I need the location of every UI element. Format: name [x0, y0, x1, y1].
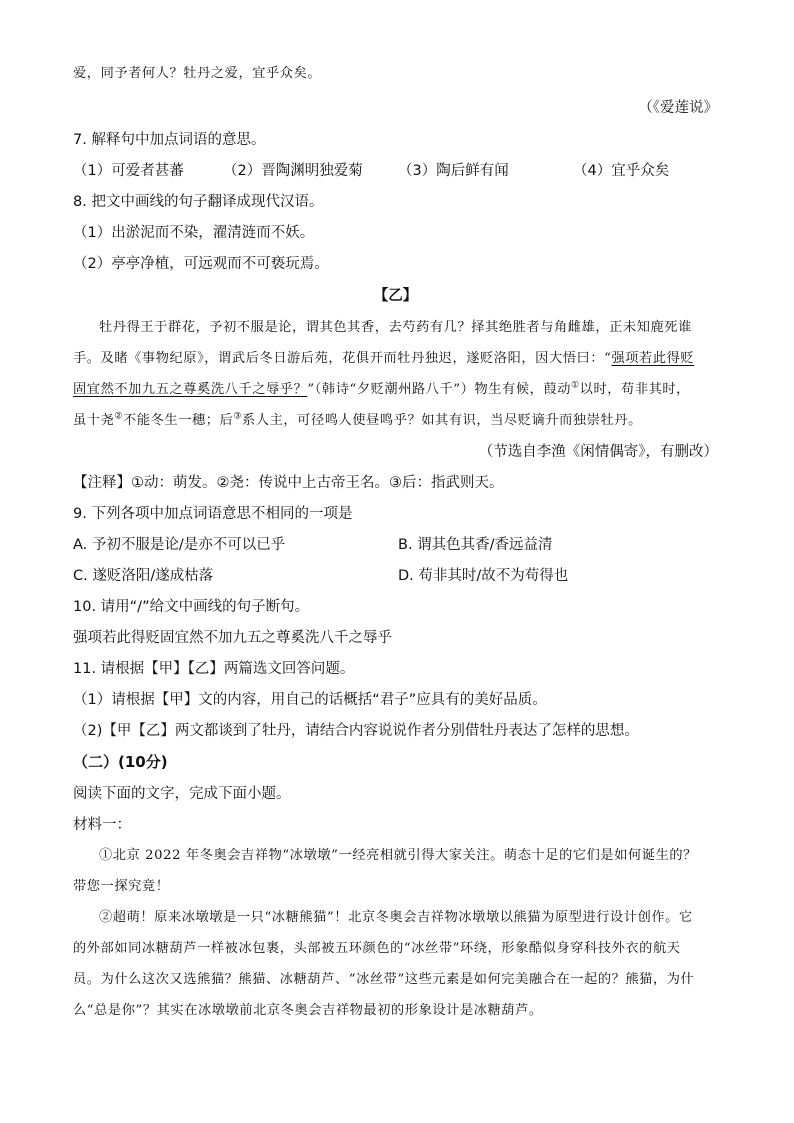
q11-item-1: （1）请根据【甲】文的内容，用自己的话概括“君子”应具有的美好品质。	[73, 692, 547, 708]
yi-line-1	[73, 318, 718, 338]
q8-item-2: （2）亭亭净植，可远观而不可亵玩焉。	[73, 256, 329, 272]
q9-option-b: B. 谓其色其香/香远益清	[398, 537, 553, 553]
note-marker: ①	[571, 380, 580, 391]
yi-heading: 【乙】	[373, 288, 418, 304]
q7-item: （2）晋陶渊明独爱菊	[223, 163, 363, 179]
yi-text: 不能冬生一穗；后	[123, 413, 234, 428]
yi-underlined-sentence: 固宜然不加九五之尊奚洗八千之辱乎？	[73, 382, 308, 397]
yi-line-3	[73, 380, 718, 400]
yi-line-4	[73, 411, 718, 431]
q7-item: （4）宜乎众矣	[573, 163, 670, 179]
q7-item: （3）陶后鲜有闻	[398, 163, 509, 179]
yi-text: 手。及睹《事物纪原》，谓武后冬日游后苑，花俱开而牡丹独迟，遂贬洛阳，因大悟曰：“	[73, 351, 612, 366]
yi-text: 牡丹得王于群花，予初不服是论，谓其色其香，去芍药有几？择其绝胜者与角雌雄，正未知鹿死谁	[99, 320, 692, 335]
material-label: 材料一：	[73, 817, 131, 833]
q9-option-a: A. 予初不服是论/是亦不可以已乎	[73, 537, 286, 553]
q8-stem: 8. 把文中画线的句子翻译成现代汉语。	[73, 194, 324, 210]
note-marker: ②	[114, 411, 124, 422]
q11-item-2: （2)【甲【乙】两文都谈到了牡丹，请结合内容说说作者分别借牡丹表达了怎样的思想。	[73, 723, 639, 739]
material-p1-line: ①北京 2022 年冬奥会吉祥物“冰墩墩”一经亮相就引得大家关注。萌态十足的它们是如何诞生的？	[99, 848, 697, 863]
yi-text: 虽十尧	[73, 413, 115, 428]
q7-item: （1）可爱者甚蕃	[73, 163, 184, 179]
passage-jia-tail: 爱，同予者何人？牡丹之爱，宜乎众矣。	[73, 66, 322, 81]
material-p2-line: ②超萌！原来冰墩墩是一只“冰糖熊猫”！北京冬奥会吉祥物冰墩墩以熊猫为原型进行设计创作。它	[99, 910, 693, 925]
yi-text: 系人主，可径鸣人使昼鸣乎？如其有识，当尽贬谪升而独崇牡丹。	[242, 413, 642, 428]
yi-underlined-sentence: 强项若此得贬	[611, 351, 695, 366]
q10-text: 强项若此得贬固宜然不加九五之尊奚洗八千之辱乎	[73, 630, 392, 646]
yi-text: ”（韩诗“夕贬潮州路八千”）物生有候，葭动	[307, 382, 571, 397]
q10-stem: 10. 请用“/”给文中画线的句子断句。	[73, 599, 310, 615]
q9-stem: 9. 下列各项中加点词语意思不相同的一项是	[73, 506, 353, 522]
q9-options-row-2	[73, 566, 718, 586]
section-instruction: 阅读下面的文字，完成下面小题。	[73, 786, 291, 802]
source-yi: （节选自李渔《闲情偶寄》，有删改）	[478, 444, 718, 460]
q7-items	[73, 161, 718, 181]
q8-item-1: （1）出淤泥而不染，濯清涟而不妖。	[73, 225, 315, 241]
notes: 【注释】①动：萌发。②尧：传说中上古帝王名。③后：指武则天。	[73, 475, 504, 491]
yi-text: 以时，苟非其时，	[579, 382, 690, 397]
material-p1-line: 带您一探究竟！	[73, 879, 170, 894]
note-marker: ③	[233, 411, 243, 422]
source-jia: （《爱莲说》	[638, 100, 718, 116]
yi-line-2	[73, 349, 718, 369]
q11-stem: 11. 请根据【甲】【乙】两篇选文回答问题。	[73, 661, 355, 677]
material-p2-line: 么“总是你”？其实在冰墩墩前北京冬奥会吉祥物最初的形象设计是冰糖葫芦。	[73, 1003, 543, 1018]
q9-options-row-1	[73, 535, 718, 555]
q9-option-d: D. 苟非其时/故不为苟得也	[398, 568, 569, 584]
q7-stem: 7. 解释句中加点词语的意思。	[73, 132, 266, 148]
section-heading: （二）(10分)	[73, 753, 168, 771]
q9-option-c: C. 遂贬洛阳/遂成枯落	[73, 568, 214, 584]
material-p2-line: 的外部如同冰糖葫芦一样被冰包裹，头部被五环颜色的“冰丝带”环绕，形象酷似身穿科技外衣的航天	[73, 941, 681, 956]
material-p2-line: 员。为什么这次又选熊猫？熊猫、冰糖葫芦、“冰丝带”这些元素是如何完美融合在一起的？熊猫，为什	[73, 972, 695, 987]
